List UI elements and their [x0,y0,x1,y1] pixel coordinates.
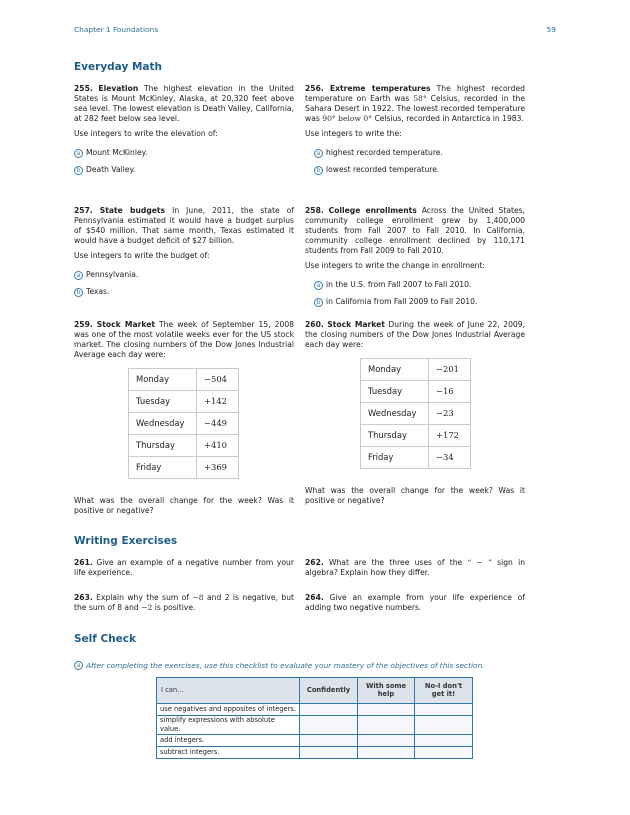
checkbox-cell-confidently[interactable] [300,704,358,716]
exercise-heading: Extreme temperatures [329,84,431,93]
option-a-badge: a [314,281,323,290]
page-header [74,25,556,37]
col-header-with-some-help: With some help [358,678,415,704]
day-cell: Monday [129,369,197,391]
section-title-self-check: Self Check [74,633,137,645]
math-90-below-0: 90° below 0° [322,114,373,124]
value-cell: +172 [429,425,471,447]
exercise-261: 261. Give an example of a negative number from your life experience. [74,558,294,578]
checkbox-cell-confidently[interactable] [300,716,358,735]
checklist-objective: simplify expressions with absolute value. [157,716,300,735]
value-cell: −34 [429,447,471,469]
checklist-objective: use negatives and opposites of integers. [157,704,300,716]
value-cell: −449 [197,413,239,435]
math-minus-sign: “ − ” [467,558,492,567]
exercise-number: 256. [305,84,324,93]
col-header-confidently: Confidently [300,678,358,704]
exercise-prompt: Use integers to write the budget of: [74,251,210,261]
option-b-badge: b [314,166,323,175]
checklist-objective: add integers. [157,734,300,746]
exercise-number: 264. [305,593,324,602]
day-cell: Thursday [361,425,429,447]
col-header-no: No-I don't get it! [415,678,473,704]
exercise-260: 260. Stock Market During the week of June 22, 2009, the closing numbers of the Dow Jones Industrial Average each day were: [305,320,525,350]
table-row [361,425,471,447]
value-cell: +142 [197,391,239,413]
option-b-badge: b [74,166,83,175]
checkbox-cell-with-some-help[interactable] [358,746,415,758]
table-row [129,391,239,413]
exercise-heading: Stock Market [327,320,385,329]
option-a: a Mount McKinley. [74,148,294,158]
exercise-number: 257. [74,206,93,215]
exercise-number: 255. [74,84,93,93]
day-cell: Monday [361,359,429,381]
option-b: b Death Valley. [74,165,294,175]
exercise-heading: College enrollments [328,206,417,215]
option-b-badge: b [74,288,83,297]
checklist-row [157,746,473,758]
option-a: a in the U.S. from Fall 2007 to Fall 2010. [314,280,525,290]
value-cell: +369 [197,457,239,479]
exercise-number: 258. [305,206,324,215]
checklist-objective: subtract integers. [157,746,300,758]
exercise-prompt: Use integers to write the: [305,129,402,139]
value-cell: −201 [429,359,471,381]
exercise-257: 257. State budgets In June, 2011, the state of Pennsylvania estimated it would have a budget surplus of $540 million. That same month, Texas estimated it would have a budget deficit of $27 billion. Use integers to write the budget of: a Pennsylvania. b Texas. [74,206,294,297]
table-row [129,435,239,457]
self-check-table [156,677,473,759]
self-check-badge: a [74,661,83,670]
checkbox-cell-with-some-help[interactable] [358,716,415,735]
option-a-badge: a [314,149,323,158]
exercise-number: 260. [305,320,324,329]
exercise-heading: Elevation [98,84,139,93]
math-negative-2: −2 [141,603,153,613]
checkbox-cell-confidently[interactable] [300,746,358,758]
option-b: b in California from Fall 2009 to Fall 2010. [314,297,525,307]
checklist-row [157,704,473,716]
col-header-i-can: I can... [157,678,300,704]
table-row [361,447,471,469]
option-a: a Pennsylvania. [74,270,294,280]
checkbox-cell-with-some-help[interactable] [358,704,415,716]
table-row [361,403,471,425]
table-row [129,457,239,479]
checklist-row [157,716,473,735]
exercise-255 [74,84,294,175]
exercise-number: 263. [74,593,93,602]
question-259: What was the overall change for the week? Was it positive or negative? [74,496,294,516]
checkbox-cell-no-dont-get-it[interactable] [415,704,473,716]
chapter-title: Chapter 1 Foundations [74,25,159,34]
math-58-degrees: 58° [413,94,427,104]
option-a-badge: a [74,149,83,158]
self-check-note: a After completing the exercises, use this checklist to evaluate your mastery of the objectives of this section. [74,661,485,671]
value-cell: +410 [197,435,239,457]
option-b-badge: b [314,298,323,307]
checkbox-cell-no-dont-get-it[interactable] [415,746,473,758]
checkbox-cell-with-some-help[interactable] [358,734,415,746]
exercise-number: 261. [74,558,93,567]
option-b: b Texas. [74,287,294,297]
math-negative-8: −8 [192,593,204,602]
checkbox-cell-confidently[interactable] [300,734,358,746]
exercise-heading: State budgets [99,206,166,215]
exercise-258: 258. College enrollments Across the United States, community college enrollment grew by 1,400,000 students from Fall 2007 to Fall 2010. In California, community college enrollment declined by 110,171 students from Fall 2009 to Fall 2010. Use integers to write the change in enrollment: a in the U.S. from Fall 2007 to Fall 2010. b in California from Fall 2009 to Fall 2010. [305,206,525,307]
exercise-259: 259. Stock Market The week of September 15, 2008 was one of the most volatile weeks ever for the US stock market. The closing numbers of the Dow Jones Industrial Average each day were: [74,320,294,360]
day-cell: Tuesday [129,391,197,413]
question-260: What was the overall change for the week? Was it positive or negative? [305,486,525,506]
exercise-prompt: Use integers to write the elevation of: [74,129,218,139]
exercise-body: The highest elevation in the United States is Mount McKinley, Alaska, at 20,320 feet above sea level. The lowest elevation is Death Valley, California, at 282 feet below sea level. [74,84,294,124]
exercise-264: 264. Give an example from your life experience of adding two negative numbers. [305,593,525,613]
table-row [129,413,239,435]
table-row [361,359,471,381]
exercise-number: 259. [74,320,93,329]
value-cell: −504 [197,369,239,391]
section-title-everyday-math: Everyday Math [74,61,162,73]
value-cell: −16 [429,381,471,403]
day-cell: Wednesday [361,403,429,425]
exercise-262: 262. What are the three uses of the “ − ” sign in algebra? Explain how they differ. [305,558,526,578]
checklist-row [157,734,473,746]
table-row [361,381,471,403]
dow-table-259 [128,368,239,479]
checkbox-cell-no-dont-get-it[interactable] [415,716,473,735]
exercise-number: 262. [305,558,324,567]
day-cell: Friday [361,447,429,469]
exercise-263: 263. Explain why the sum of −8 and 2 is negative, but the sum of 8 and −2 is positive. [74,593,295,613]
exercise-256: 256. Extreme temperatures The highest recorded temperature on Earth was 58° Celsius, recorded in the Sahara Desert in 1922. The lowest recorded temperature was 90° below 0° Celsius, recorded in Antarctica in 1983. Use integers to write the: a highest recorded temperature. b lowest recorded temperature. [305,84,525,175]
option-b: b lowest recorded temperature. [314,165,525,175]
day-cell: Wednesday [129,413,197,435]
option-a-badge: a [74,271,83,280]
day-cell: Tuesday [361,381,429,403]
exercise-prompt: Use integers to write the change in enrollment: [305,261,485,271]
section-title-writing-exercises: Writing Exercises [74,535,178,547]
checkbox-cell-no-dont-get-it[interactable] [415,734,473,746]
value-cell: −23 [429,403,471,425]
table-row [129,369,239,391]
day-cell: Friday [129,457,197,479]
exercise-heading: Stock Market [96,320,155,329]
dow-table-260 [360,358,471,469]
day-cell: Thursday [129,435,197,457]
page-number: 59 [546,25,556,34]
option-a: a highest recorded temperature. [314,148,525,158]
